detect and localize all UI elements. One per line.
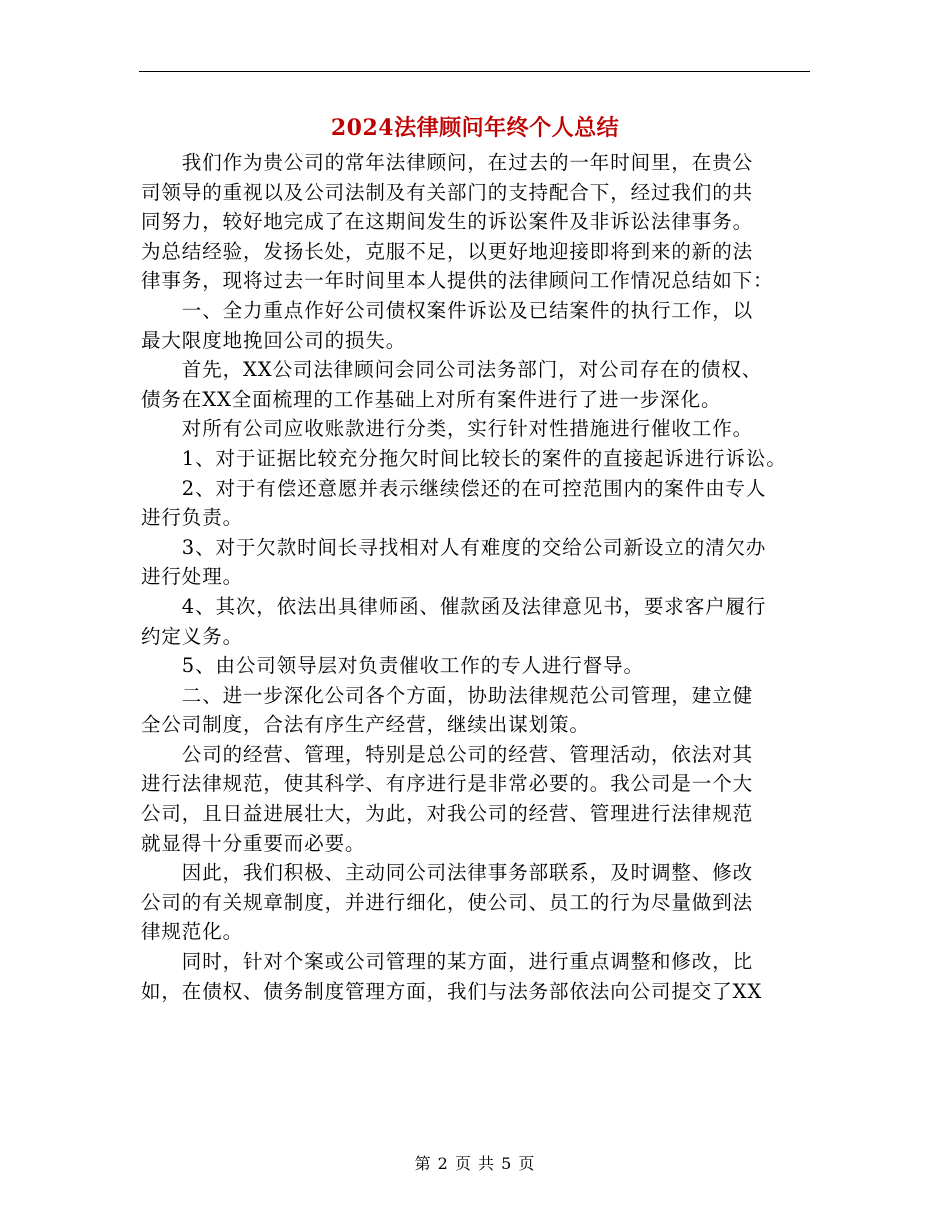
document-title: 2024法律顾问年终个人总结 <box>330 115 620 141</box>
paragraph-section-one-heading: 一、全力重点作好公司债权案件诉讼及已结案件的执行工作，以 最大限度地挽回公司的损失。 <box>141 298 754 352</box>
page-number-footer: 第 2 页 共 5 页 <box>414 1154 536 1173</box>
list-item-5: 5、由公司领导层对负责催收工作的专人进行督导。 <box>141 654 644 678</box>
list-item-4: 4、其次，依法出具律师函、催款函及法律意见书，要求客户履行 约定义务。 <box>141 594 767 648</box>
paragraph-intro: 我们作为贵公司的常年法律顾问，在过去的一年时间里，在贵公 司领导的重视以及公司法制及有关部门的支持配合下，经过我们的共 同努力，较好地完成了在这期间发生的诉讼案件及非诉讼法律事务。 为总结经验，发扬长处，克服不足，以更好地迎接即将到来的新的法 律事务，现将过去一年时间里本人提供的法律顾问工作情况总结如下： <box>141 151 774 293</box>
paragraph-section-two-heading: 二、进一步深化公司各个方面，协助法律规范公司管理，建立健 全公司制度，合法有序生产经营，继续出谋划策。 <box>141 683 754 737</box>
header-rule <box>139 71 810 72</box>
paragraph-management: 公司的经营、管理，特别是总公司的经营、管理活动，依法对其 进行法律规范，使其科学、有序进行是非常必要的。我公司是一个大 公司，且日益进展壮大，为此，对我公司的经营、管理进行法律规范 就显得十分重要而必要。 <box>141 742 754 855</box>
paragraph-therefore: 因此，我们积极、主动同公司法律事务部联系，及时调整、修改 公司的有关规章制度，并进行细化，使公司、员工的行为尽量做到法 律规范化。 <box>141 861 754 944</box>
document-body <box>141 148 813 1006</box>
paragraph-meanwhile: 同时，针对个案或公司管理的某方面，进行重点调整和修改，比 如，在债权、债务制度管理方面，我们与法务部依法向公司提交了XX <box>141 950 763 1003</box>
paragraph-first: 首先，XX公司法律顾问会同公司法务部门，对公司存在的债权、 债务在XX全面梳理的工作基础上对所有案件进行了进一步深化。 <box>141 358 763 411</box>
list-item-2: 2、对于有偿还意愿并表示继续偿还的在可控范围内的案件由专人 进行负责。 <box>141 476 767 530</box>
list-item-1: 1、对于证据比较充分拖欠时间比较长的案件的直接起诉进行诉讼。 <box>141 446 787 470</box>
list-item-3: 3、对于欠款时间长寻找相对人有难度的交给公司新设立的清欠办 进行处理。 <box>141 535 767 589</box>
paragraph-classification: 对所有公司应收账款进行分类，实行针对性措施进行催收工作。 <box>141 417 754 441</box>
